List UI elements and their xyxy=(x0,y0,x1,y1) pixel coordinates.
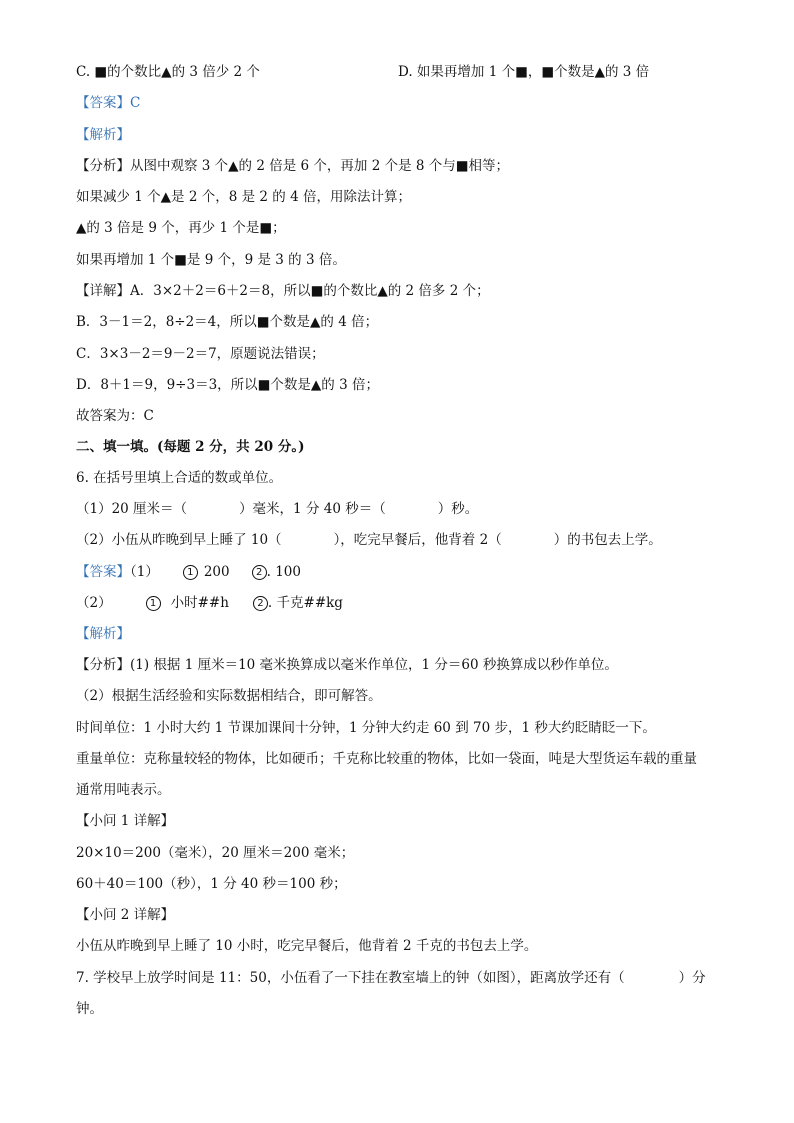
circled-number-icon: 2 xyxy=(253,596,268,611)
question-7: 7. 学校早上放学时间是 11：50，小伍看了一下挂在教室墙上的钟（如图），距离放学还有（ ）分 xyxy=(76,970,706,986)
subquestion-label: 【小问 2 详解】 xyxy=(76,907,175,923)
analysis-line: 通常用吨表示。 xyxy=(76,782,171,798)
option-d: D. 如果再增加 1 个■，■个数是▲的 3 倍 xyxy=(398,64,650,80)
analysis-line: 重量单位：克称量较轻的物体，比如硬币；千克称比较重的物体，比如一袋面，吨是大型货运车载的重量 xyxy=(76,751,697,767)
analysis-label: 【解析】 xyxy=(76,626,130,642)
detail-text: 【详解】A．3×2＋2＝6＋2＝8，所以■的个数比▲的 2 倍多 2 个； xyxy=(76,283,490,299)
answer-6-part-2: （2） 1 小时##h 2 . 千克##kg xyxy=(76,595,343,611)
circled-number-icon: 2 xyxy=(252,565,267,580)
question-6: 6. 在括号里填上合适的数或单位。 xyxy=(76,470,283,486)
analysis-line: 时间单位：1 小时大约 1 节课加课间十分钟，1 分钟大约走 60 到 70 步，1 秒大约眨睛眨一下。 xyxy=(76,720,656,736)
analysis-label: 【解析】 xyxy=(76,127,130,143)
question-6-part-1: （1）20 厘米＝（ ）毫米，1 分 40 秒＝（ ）秒。 xyxy=(76,501,479,517)
analysis-line: 如果减少 1 个▲是 2 个，8 是 2 的 4 倍，用除法计算； xyxy=(76,189,411,205)
calculation-line: 60＋40＝100（秒），1 分 40 秒＝100 秒； xyxy=(76,876,347,892)
circled-number-icon: 1 xyxy=(183,565,198,580)
answer-6-part-1: 【答案】（1） 1 200 2 . 100 xyxy=(76,564,301,580)
analysis-text: 【分析】(1) 根据 1 厘米＝10 毫米换算成以毫米作单位，1 分＝60 秒换算成以秒作单位。 xyxy=(76,657,618,673)
calculation-line: 小伍从昨晚到早上睡了 10 小时，吃完早餐后，他背着 2 千克的书包去上学。 xyxy=(76,938,538,954)
answer-label: 【答案】C xyxy=(76,95,141,111)
section-heading: 二、填一填。(每题 2 分，共 20 分。) xyxy=(76,439,305,455)
subquestion-label: 【小问 1 详解】 xyxy=(76,813,175,829)
analysis-line: （2）根据生活经验和实际数据相结合，即可解答。 xyxy=(76,688,382,704)
question-7-cont: 钟。 xyxy=(76,1001,103,1017)
detail-line: D．8＋1＝9，9÷3＝3，所以■个数是▲的 3 倍； xyxy=(76,377,379,393)
final-answer: 故答案为：C xyxy=(76,408,154,424)
calculation-line: 20×10＝200（毫米），20 厘米＝200 毫米； xyxy=(76,845,355,861)
circled-number-icon: 1 xyxy=(146,596,161,611)
analysis-line: ▲的 3 倍是 9 个，再少 1 个是■； xyxy=(76,220,286,236)
detail-line: C．3×3－2＝9－2＝7，原题说法错误； xyxy=(76,346,325,362)
analysis-text: 【分析】从图中观察 3 个▲的 2 倍是 6 个，再加 2 个是 8 个与■相等； xyxy=(76,158,509,174)
question-6-part-2: （2）小伍从昨晚到早上睡了 10（ ），吃完早餐后，他背着 2（ ）的书包去上学。 xyxy=(76,532,662,548)
detail-line: B．3－1＝2，8÷2＝4，所以■个数是▲的 4 倍； xyxy=(76,314,379,330)
analysis-line: 如果再增加 1 个■是 9 个，9 是 3 的 3 倍。 xyxy=(76,252,346,268)
option-c: C. ■的个数比▲的 3 倍少 2 个 xyxy=(76,64,260,80)
